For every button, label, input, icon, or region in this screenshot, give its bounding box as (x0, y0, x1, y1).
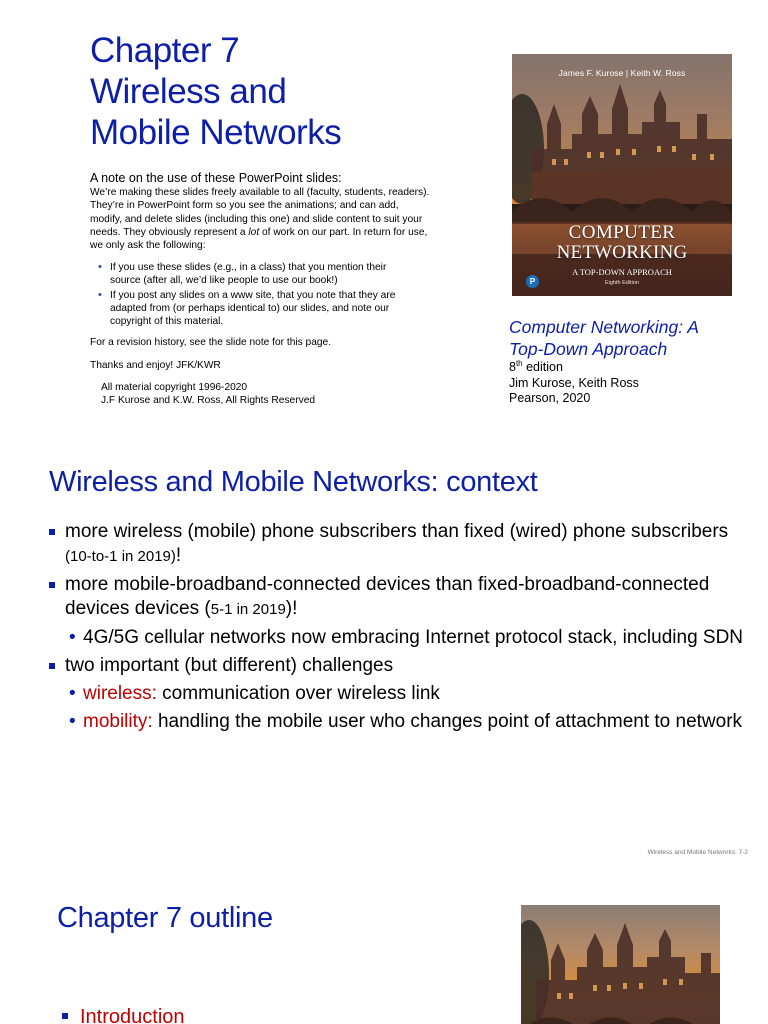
square-bullet-icon (49, 663, 55, 669)
edition-suffix: th (515, 359, 523, 368)
copyright-line: J.F Kurose and K.W. Ross, All Rights Reserved (101, 394, 316, 406)
bullet-item (49, 654, 749, 678)
edition-number: 8 (509, 360, 516, 374)
chapter-title-line: Mobile Networks (90, 113, 342, 152)
bullet-text: )! (285, 598, 298, 619)
book-cover-thumbnail (521, 905, 720, 1024)
dot-bullet-icon: • (69, 711, 76, 732)
book-title-line: COMPUTER (568, 222, 676, 243)
sub-bullet-item (49, 626, 749, 650)
bullet-text: more wireless (mobile) phone subscribers than fixed (wired) phone subscribers (65, 521, 729, 542)
book-cover-image (512, 54, 732, 296)
usage-note-emphasis: lot (248, 226, 260, 238)
slide-title: Chapter 7 outline (57, 902, 273, 934)
title-slide (0, 0, 768, 432)
dot-bullet-icon: • (69, 683, 76, 704)
usage-note-bullet: • If you use these slides (e.g., in a class) that you mention their source (after all, we’d like people to use our book!) (98, 261, 418, 288)
usage-note-heading: A note on the use of these PowerPoint slides: (90, 171, 342, 185)
book-authors-line: Jim Kurose, Keith Ross (509, 375, 639, 390)
bullet-small-text: (10-to-1 in 2019) (65, 548, 176, 565)
sub-bullet-text: handling the mobile user who changes point of attachment to network (152, 711, 743, 732)
highlight-term: mobility: (83, 711, 153, 732)
square-bullet-icon (62, 1013, 68, 1019)
usage-note-text: of work on our part. In return for use, we only ask the following: (90, 226, 428, 252)
highlight-term: wireless: (83, 683, 157, 704)
book-edition: Eighth Edition (605, 280, 639, 286)
book-title-line: NETWORKING (556, 242, 688, 263)
publisher-logo-icon: P (526, 275, 539, 288)
revision-note: For a revision history, see the slide note for this page. (90, 337, 332, 348)
slide-footer: Wireless and Mobile Networks: 7-2 (647, 849, 748, 856)
chapter-title-line: Chapter 7 (90, 31, 240, 70)
book-reference-info (509, 360, 639, 407)
book-publisher-line: Pearson, 2020 (509, 391, 591, 405)
bullet-item (49, 573, 749, 622)
book-cover-artwork (521, 905, 720, 1024)
edition-word: edition (522, 360, 563, 374)
outline-item-text: Introduction (80, 1006, 185, 1024)
context-slide (0, 432, 768, 862)
chapter-title-line: Wireless and (90, 72, 287, 111)
bullet-text: ! (175, 545, 182, 566)
thanks-note: Thanks and enjoy! JFK/KWR (90, 360, 221, 371)
sub-bullet-text: 4G/5G cellular networks now embracing Internet protocol stack, including SDN (83, 627, 744, 648)
bullet-list (49, 520, 749, 738)
bullet-item (49, 520, 749, 569)
bullet-text: two important (but different) challenges (65, 655, 394, 676)
book-reference-title-line: Top-Down Approach (509, 339, 668, 359)
sub-bullet-text: communication over wireless link (156, 683, 440, 704)
book-edition-line (509, 360, 639, 376)
square-bullet-icon (49, 529, 55, 535)
bullet-small-text: 5-1 in 2019 (210, 601, 286, 618)
sub-bullet-item (49, 710, 749, 734)
outline-slide (0, 862, 768, 1024)
usage-note-text: We’re making these slides freely available to all (faculty, students, readers). They’re in PowerPoint form so you see the animations; and can add, modify, and delete slides (including this one) and slide content to suit your needs. They obviously represent a (90, 187, 430, 238)
copyright-line: All material copyright 1996-2020 (101, 382, 248, 393)
book-reference-title-line: Computer Networking: A (509, 317, 699, 337)
outline-item (62, 1006, 185, 1024)
chapter-title (90, 30, 341, 153)
bullet-text: more mobile-broadband-connected devices than fixed-broadband-connected devices devices ( (65, 574, 710, 619)
book-subtitle: A TOP-DOWN APPROACH (572, 267, 672, 277)
usage-note-body (90, 186, 430, 252)
usage-note-list (98, 261, 418, 329)
sub-bullet-item (49, 682, 749, 706)
dot-bullet-icon: • (69, 627, 76, 648)
slide-title: Wireless and Mobile Networks: context (49, 466, 538, 498)
square-bullet-icon (49, 582, 55, 588)
copyright-note (101, 382, 315, 407)
book-reference-title (509, 316, 749, 360)
book-authors: James F. Kurose | Keith W. Ross (558, 68, 686, 78)
usage-note-bullet: • If you post any slides on a www site, that you note that they are adapted from (or perhaps identical to) our slides, and note our copyright of this material. (98, 289, 418, 329)
